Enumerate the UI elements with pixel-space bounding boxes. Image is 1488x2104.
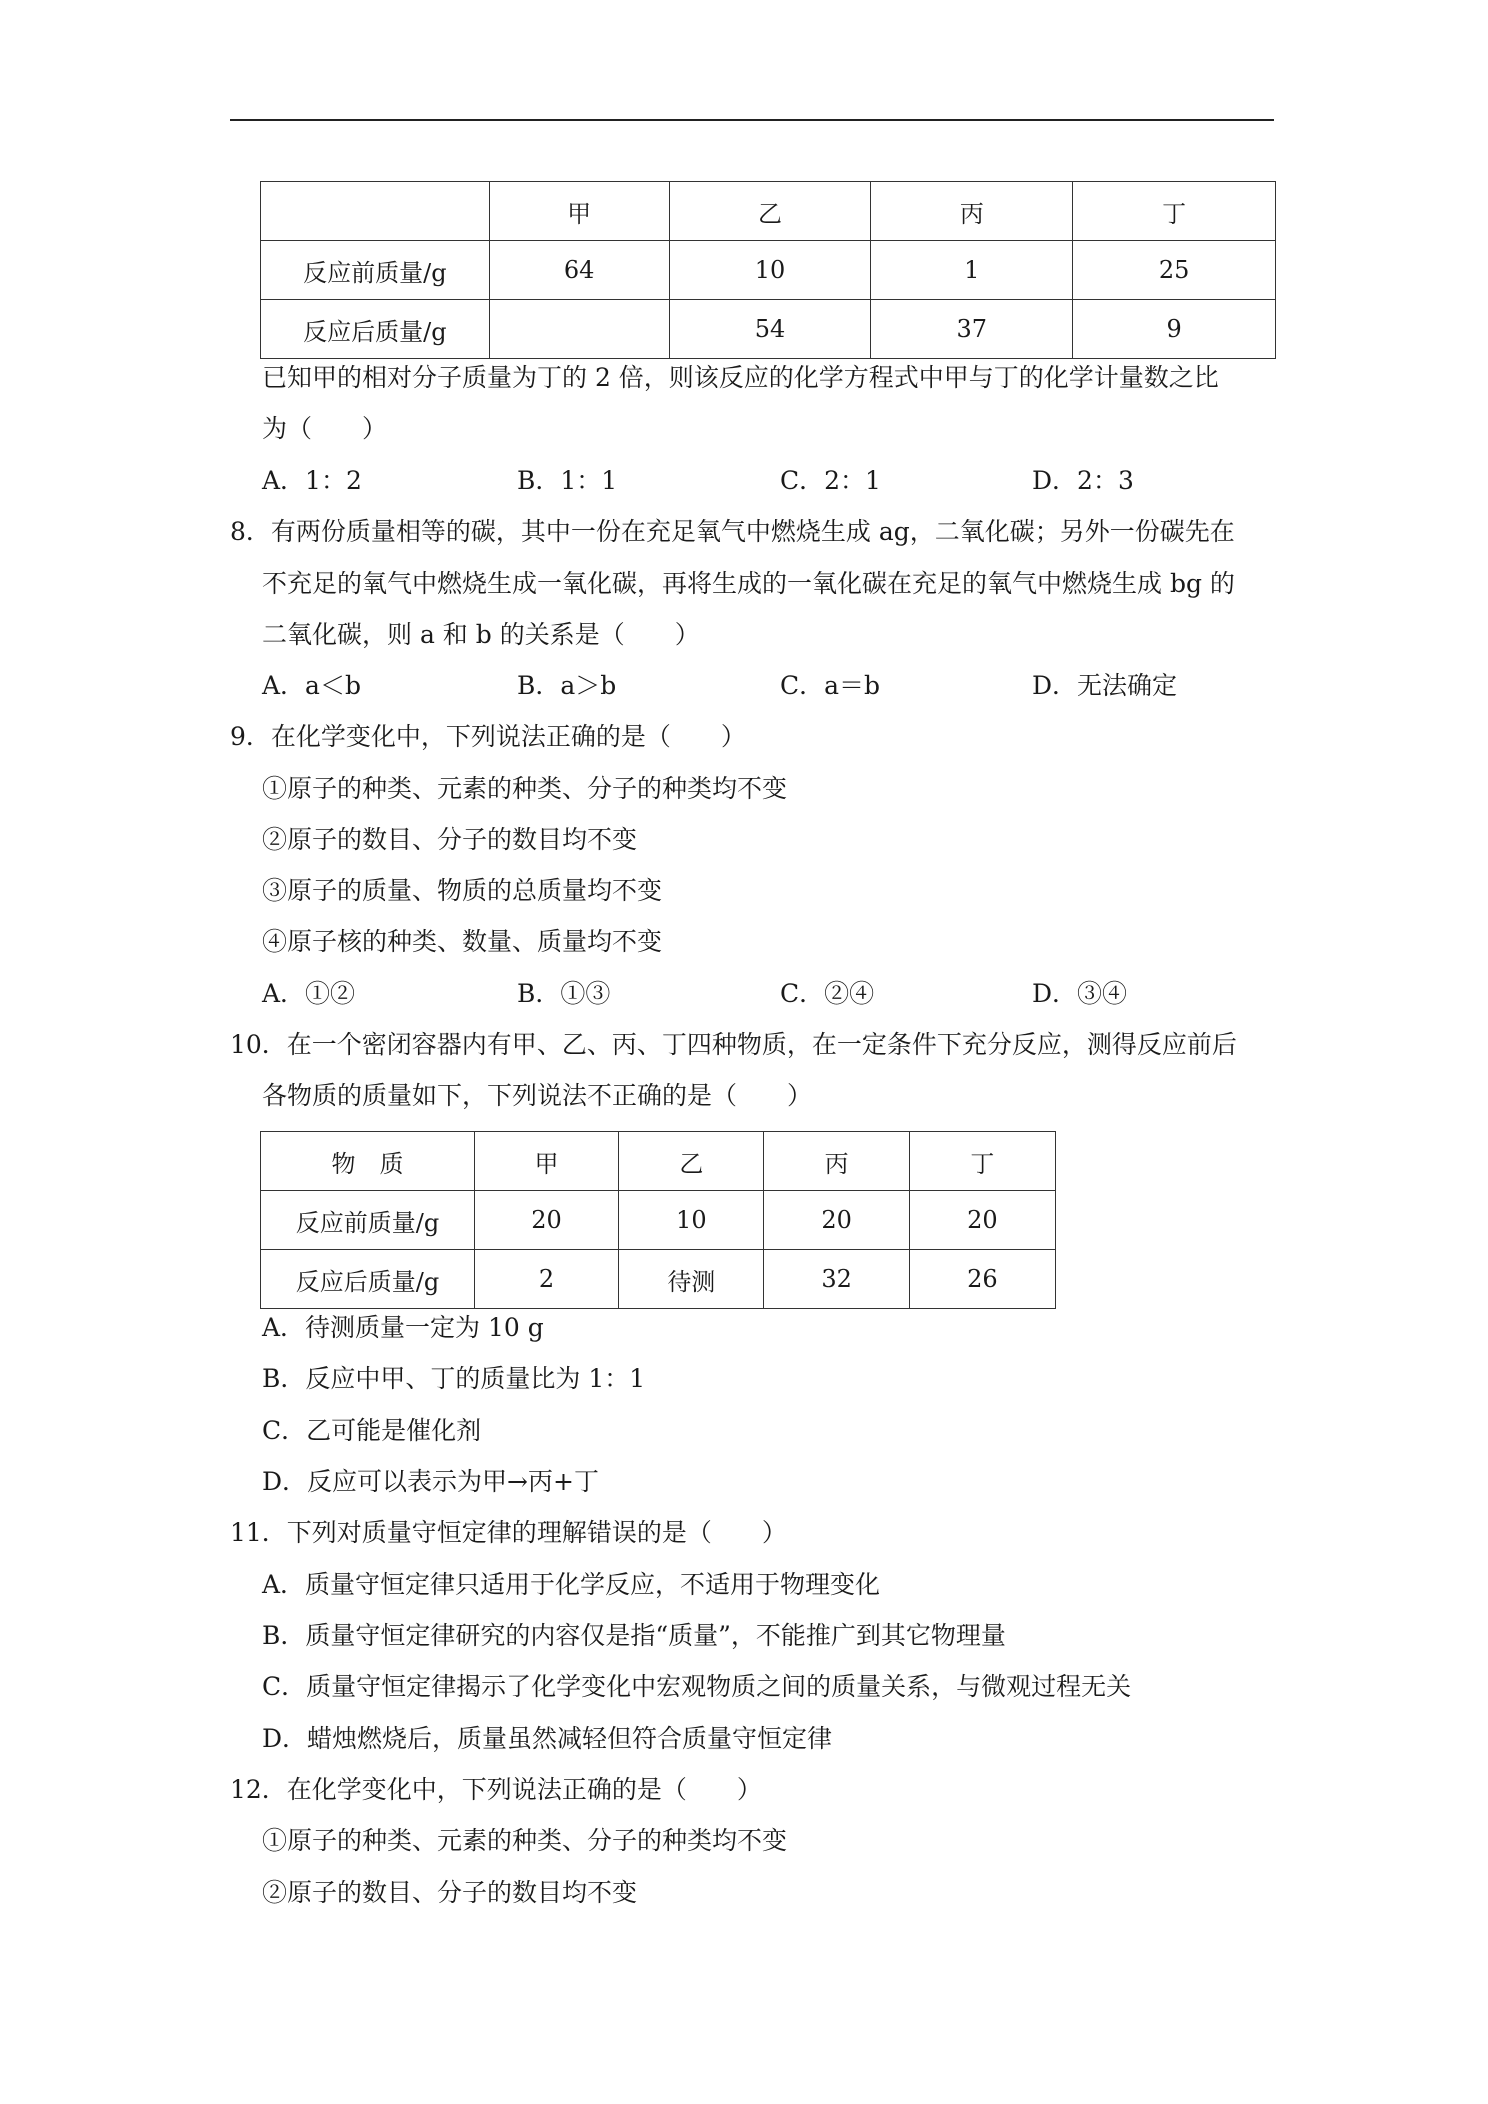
table-cell: 1 xyxy=(871,241,1073,300)
q9-option-a: A．①② xyxy=(262,979,356,1008)
table-cell: 乙 xyxy=(669,182,871,241)
table-cell: 乙 xyxy=(619,1132,764,1191)
table-cell xyxy=(489,300,669,359)
q7-option-a: A．1：2 xyxy=(262,466,362,495)
q10-line2: 各物质的质量如下，下列说法不正确的是（ ） xyxy=(262,1081,813,1110)
q11-option-d: D．蜡烛燃烧后，质量虽然减轻但符合质量守恒定律 xyxy=(262,1724,833,1753)
q9-statement-4: ④原子核的种类、数量、质量均不变 xyxy=(262,927,663,956)
q9-statement-1: ①原子的种类、元素的种类、分子的种类均不变 xyxy=(262,774,788,803)
q10-option-c: C．乙可能是催化剂 xyxy=(262,1416,482,1445)
q9-option-d: D．③④ xyxy=(1032,979,1128,1008)
table-cell: 丁 xyxy=(909,1132,1055,1191)
table-cell: 待测 xyxy=(619,1250,764,1309)
table-cell: 2 xyxy=(474,1250,618,1309)
q11-option-c: C．质量守恒定律揭示了化学变化中宏观物质之间的质量关系，与微观过程无关 xyxy=(262,1672,1132,1701)
q12-statement-1: ①原子的种类、元素的种类、分子的种类均不变 xyxy=(262,1826,788,1855)
table-cell: 10 xyxy=(669,241,871,300)
table-cell: 9 xyxy=(1073,300,1276,359)
q7-option-c: C．2：1 xyxy=(780,466,881,495)
q8-line3: 二氧化碳，则 a 和 b 的关系是（ ） xyxy=(262,620,700,649)
table-cell: 10 xyxy=(619,1191,764,1250)
table-cell: 丙 xyxy=(764,1132,909,1191)
q7-option-b: B．1：1 xyxy=(517,466,618,495)
table-cell: 反应后质量/g xyxy=(261,300,490,359)
q11-option-a: A．质量守恒定律只适用于化学反应，不适用于物理变化 xyxy=(262,1570,881,1599)
q10-line1: 10．在一个密闭容器内有甲、乙、丙、丁四种物质，在一定条件下充分反应，测得反应前后 xyxy=(230,1030,1237,1059)
q8-option-d: D．无法确定 xyxy=(1032,671,1178,700)
mass-table-q10 xyxy=(260,1131,1056,1309)
table-cell: 37 xyxy=(871,300,1073,359)
q10-option-b: B．反应中甲、丁的质量比为 1：1 xyxy=(262,1364,646,1393)
table-cell: 20 xyxy=(474,1191,618,1250)
table-cell: 25 xyxy=(1073,241,1276,300)
q7-line2: 为（ ） xyxy=(262,414,388,443)
q12-statement-2: ②原子的数目、分子的数目均不变 xyxy=(262,1878,638,1907)
table-cell: 32 xyxy=(764,1250,909,1309)
table-cell: 20 xyxy=(909,1191,1055,1250)
table-row xyxy=(261,300,1276,359)
q8-line2: 不充足的氧气中燃烧生成一氧化碳，再将生成的一氧化碳在充足的氧气中燃烧生成 bg 的 xyxy=(262,569,1235,598)
table-cell: 26 xyxy=(909,1250,1055,1309)
table-cell: 54 xyxy=(669,300,871,359)
q10-option-a: A．待测质量一定为 10 g xyxy=(262,1313,544,1342)
q8-line1: 8．有两份质量相等的碳，其中一份在充足氧气中燃烧生成 ag，二氧化碳；另外一份碳先在 xyxy=(230,517,1235,546)
table-cell: 甲 xyxy=(474,1132,618,1191)
table-cell: 甲 xyxy=(489,182,669,241)
q9-stem: 9．在化学变化中，下列说法正确的是（ ） xyxy=(230,722,746,751)
table-cell: 物 质 xyxy=(261,1132,475,1191)
table-row xyxy=(261,1191,1056,1250)
table-cell: 丁 xyxy=(1073,182,1276,241)
table-cell xyxy=(261,182,490,241)
q9-option-b: B．①③ xyxy=(517,979,611,1008)
q10-option-d: D．反应可以表示为甲→丙+丁 xyxy=(262,1467,599,1496)
q9-statement-3: ③原子的质量、物质的总质量均不变 xyxy=(262,876,663,905)
q8-option-a: A．a＜b xyxy=(262,671,361,700)
table-row xyxy=(261,241,1276,300)
q11-stem: 11．下列对质量守恒定律的理解错误的是（ ） xyxy=(230,1518,787,1547)
table-cell: 反应前质量/g xyxy=(261,241,490,300)
table-cell: 20 xyxy=(764,1191,909,1250)
q11-option-b: B．质量守恒定律研究的内容仅是指“质量”，不能推广到其它物理量 xyxy=(262,1621,1006,1650)
mass-table-q7 xyxy=(260,181,1276,359)
q8-option-b: B．a＞b xyxy=(517,671,617,700)
table-cell: 丙 xyxy=(871,182,1073,241)
table-row xyxy=(261,182,1276,241)
table-cell: 反应前质量/g xyxy=(261,1191,475,1250)
table-cell: 64 xyxy=(489,241,669,300)
q7-option-d: D．2：3 xyxy=(1032,466,1134,495)
table-row xyxy=(261,1132,1056,1191)
table-row xyxy=(261,1250,1056,1309)
q9-statement-2: ②原子的数目、分子的数目均不变 xyxy=(262,825,638,854)
q7-line1: 已知甲的相对分子质量为丁的 2 倍，则该反应的化学方程式中甲与丁的化学计量数之比 xyxy=(262,363,1219,392)
q9-option-c: C．②④ xyxy=(780,979,875,1008)
q8-option-c: C．a＝b xyxy=(780,671,881,700)
table-cell: 反应后质量/g xyxy=(261,1250,475,1309)
q12-stem: 12．在化学变化中，下列说法正确的是（ ） xyxy=(230,1775,762,1804)
